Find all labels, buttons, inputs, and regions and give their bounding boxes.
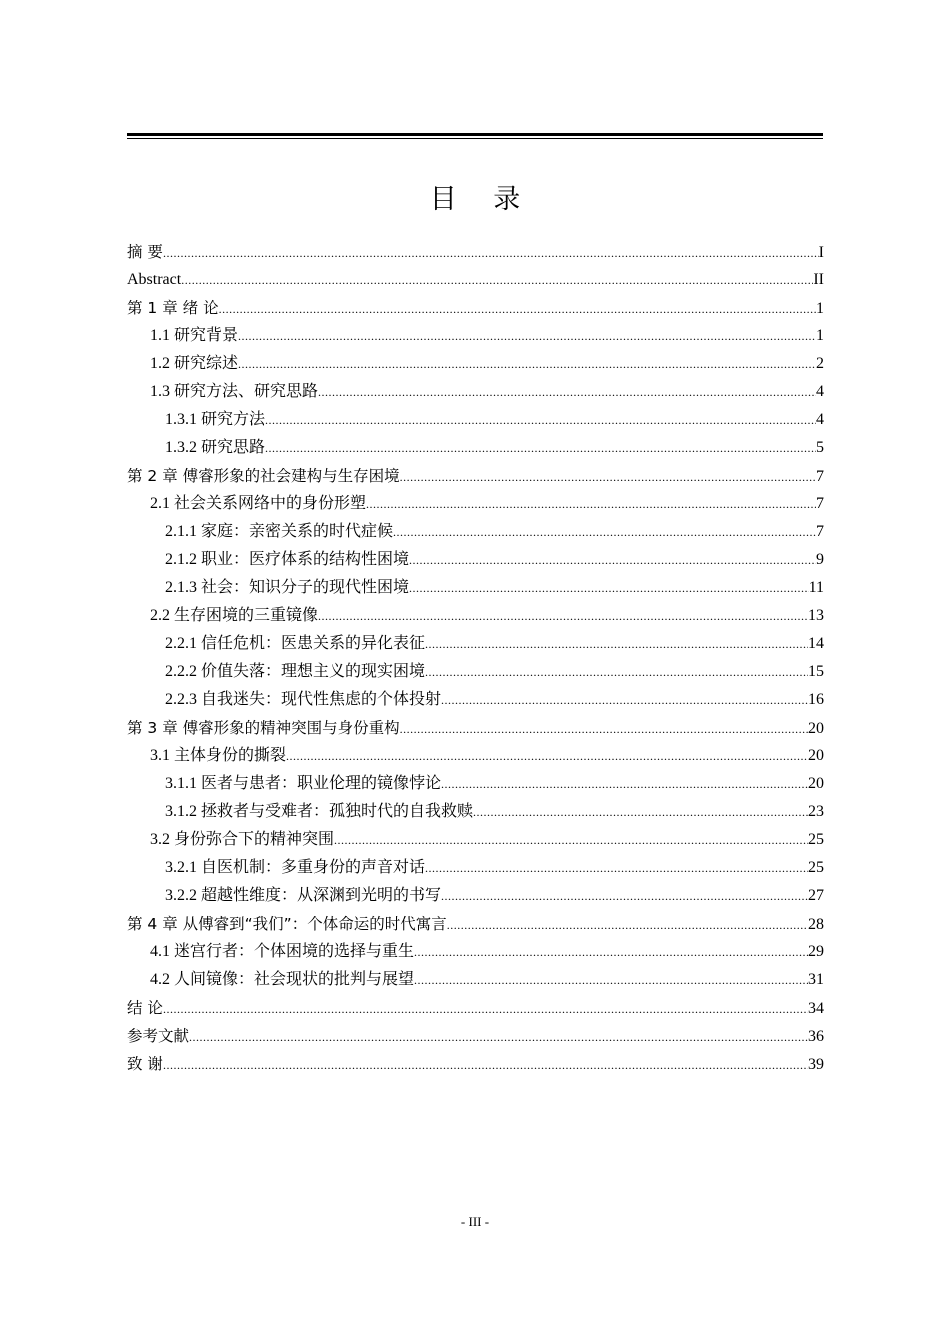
toc-entry[interactable] xyxy=(127,630,824,658)
toc-entry[interactable] xyxy=(127,322,824,350)
toc-entry-page: I xyxy=(818,244,824,261)
toc-entry[interactable] xyxy=(127,602,824,630)
toc-entry-label: 2.1.3 社会：知识分子的现代性困境 xyxy=(165,579,410,596)
toc-entry-label: 1.3.2 研究思路 xyxy=(165,439,266,456)
toc-entry-page: 29 xyxy=(808,943,824,960)
toc-entry-label: 3.2 身份弥合下的精神突围 xyxy=(150,831,335,848)
toc-entry-page: 5 xyxy=(816,439,824,456)
toc-entry-label: 2.1 社会关系网络中的身份形塑 xyxy=(150,495,367,512)
toc-dot-leader xyxy=(441,882,808,910)
toc-entry-page: 23 xyxy=(808,803,824,820)
toc-entry[interactable] xyxy=(127,266,824,294)
toc-dot-leader xyxy=(425,658,808,686)
toc-entry-label: 3.2.1 自医机制：多重身份的声音对话 xyxy=(165,859,426,876)
toc-entry[interactable] xyxy=(127,882,824,910)
toc-entry-page: 25 xyxy=(808,859,824,876)
toc-entry-label: 2.2.2 价值失落：理想主义的现实困境 xyxy=(165,663,426,680)
toc-dot-leader xyxy=(265,406,816,434)
toc-dot-leader xyxy=(286,742,808,770)
toc-dot-leader xyxy=(447,911,808,939)
toc-dot-leader xyxy=(265,434,816,462)
toc-entry-page: 39 xyxy=(808,1056,824,1073)
toc-entry-page: 28 xyxy=(808,916,824,933)
toc-entry-label: 参考文献 xyxy=(127,1027,190,1045)
toc-entry-page: 1 xyxy=(816,300,824,317)
toc-dot-leader xyxy=(473,798,808,826)
toc-entry-page: 7 xyxy=(816,523,824,540)
toc-entry-page: 20 xyxy=(808,775,824,792)
toc-entry-label: 2.2.3 自我迷失：现代性焦虑的个体投射 xyxy=(165,691,442,708)
toc-entry[interactable] xyxy=(127,1050,824,1078)
toc-entry-page: 4 xyxy=(816,383,824,400)
toc-entry-label: 摘 要 xyxy=(127,243,163,261)
toc-dot-leader xyxy=(219,295,816,323)
toc-entry[interactable] xyxy=(127,826,824,854)
toc-entry[interactable] xyxy=(127,770,824,798)
toc-entry-page: 4 xyxy=(816,411,824,428)
toc-dot-leader xyxy=(163,995,808,1023)
toc-entry-label: 3.1 主体身份的撕裂 xyxy=(150,747,287,764)
table-of-contents xyxy=(127,238,824,1078)
toc-entry-label: 结 论 xyxy=(127,999,163,1017)
toc-dot-leader xyxy=(181,266,813,294)
toc-entry[interactable] xyxy=(127,966,824,994)
toc-entry-page: 2 xyxy=(816,355,824,372)
toc-entry[interactable] xyxy=(127,462,824,490)
toc-entry-label: 4.1 迷宫行者：个体困境的选择与重生 xyxy=(150,943,415,960)
toc-entry-label: 2.1.2 职业：医疗体系的结构性困境 xyxy=(165,551,410,568)
toc-entry-label: 2.2 生存困境的三重镜像 xyxy=(150,607,319,624)
toc-entry-page: 7 xyxy=(816,468,824,485)
toc-entry[interactable] xyxy=(127,434,824,462)
toc-dot-leader xyxy=(163,239,819,267)
toc-dot-leader xyxy=(400,715,808,743)
toc-entry[interactable] xyxy=(127,994,824,1022)
toc-entry[interactable] xyxy=(127,294,824,322)
toc-entry-label: 第 2 章 傅睿形象的社会建构与生存困境 xyxy=(127,467,400,485)
toc-dot-leader xyxy=(393,518,816,546)
toc-entry-page: 13 xyxy=(808,607,824,624)
toc-entry[interactable] xyxy=(127,378,824,406)
toc-entry-label: 1.1 研究背景 xyxy=(150,327,239,344)
toc-entry-label: 致 谢 xyxy=(127,1055,163,1073)
toc-entry[interactable] xyxy=(127,1022,824,1050)
toc-entry[interactable] xyxy=(127,518,824,546)
toc-entry[interactable] xyxy=(127,546,824,574)
toc-entry-label: 1.2 研究综述 xyxy=(150,355,239,372)
toc-dot-leader xyxy=(441,770,808,798)
toc-entry[interactable] xyxy=(127,658,824,686)
toc-entry[interactable] xyxy=(127,910,824,938)
toc-entry-label: 3.2.2 超越性维度：从深渊到光明的书写 xyxy=(165,887,442,904)
toc-entry[interactable] xyxy=(127,406,824,434)
toc-entry-page: 31 xyxy=(808,971,824,988)
toc-dot-leader xyxy=(441,686,808,714)
toc-entry-page: 1 xyxy=(816,327,824,344)
page-number-footer: - III - xyxy=(460,1214,490,1229)
toc-entry-label: 2.1.1 家庭：亲密关系的时代症候 xyxy=(165,523,394,540)
toc-entry-label: 第 4 章 从傅睿到“我们”：个体命运的时代寓言 xyxy=(127,915,447,933)
header-rule-thin xyxy=(127,138,823,139)
toc-entry[interactable] xyxy=(127,350,824,378)
toc-entry-label: 3.1.1 医者与患者：职业伦理的镜像悖论 xyxy=(165,775,442,792)
toc-entry-page: 14 xyxy=(808,635,824,652)
toc-dot-leader xyxy=(409,546,816,574)
toc-dot-leader xyxy=(238,350,816,378)
toc-dot-leader xyxy=(189,1023,808,1051)
toc-dot-leader xyxy=(318,602,808,630)
toc-entry[interactable] xyxy=(127,938,824,966)
toc-entry[interactable] xyxy=(127,798,824,826)
toc-entry-page: 16 xyxy=(808,691,824,708)
toc-dot-leader xyxy=(238,322,816,350)
toc-entry-page: 27 xyxy=(808,887,824,904)
toc-dot-leader xyxy=(366,490,816,518)
toc-dot-leader xyxy=(334,826,808,854)
toc-entry[interactable] xyxy=(127,854,824,882)
toc-entry-label: Abstract xyxy=(127,271,182,288)
toc-dot-leader xyxy=(409,574,809,602)
toc-entry-page: 20 xyxy=(808,720,824,737)
toc-entry-page: 7 xyxy=(816,495,824,512)
toc-entry-page: 34 xyxy=(808,1000,824,1017)
toc-entry-page: 11 xyxy=(808,579,824,596)
toc-entry-label: 1.3 研究方法、研究思路 xyxy=(150,383,319,400)
toc-entry-page: 20 xyxy=(808,747,824,764)
toc-entry[interactable] xyxy=(127,686,824,714)
toc-dot-leader xyxy=(414,966,808,994)
toc-entry[interactable] xyxy=(127,742,824,770)
toc-dot-leader xyxy=(400,463,816,491)
toc-entry-label: 2.2.1 信任危机：医患关系的异化表征 xyxy=(165,635,426,652)
toc-entry-label: 第 1 章 绪 论 xyxy=(127,299,219,317)
toc-entry[interactable] xyxy=(127,714,824,742)
toc-entry-label: 4.2 人间镜像：社会现状的批判与展望 xyxy=(150,971,415,988)
toc-entry[interactable] xyxy=(127,490,824,518)
toc-entry-label: 1.3.1 研究方法 xyxy=(165,411,266,428)
toc-entry[interactable] xyxy=(127,574,824,602)
page-title: 目 录 xyxy=(429,184,535,215)
toc-dot-leader xyxy=(163,1051,808,1079)
toc-entry-page: 15 xyxy=(808,663,824,680)
toc-entry-page: 9 xyxy=(816,551,824,568)
header-rule-thick xyxy=(127,133,823,136)
toc-dot-leader xyxy=(414,938,808,966)
toc-entry-page: 36 xyxy=(808,1028,824,1045)
toc-entry-label: 3.1.2 拯救者与受难者：孤独时代的自我救赎 xyxy=(165,803,474,820)
toc-entry-page: II xyxy=(813,271,824,288)
toc-entry[interactable] xyxy=(127,238,824,266)
toc-entry-page: 25 xyxy=(808,831,824,848)
toc-dot-leader xyxy=(425,854,808,882)
toc-entry-label: 第 3 章 傅睿形象的精神突围与身份重构 xyxy=(127,719,400,737)
toc-dot-leader xyxy=(318,378,816,406)
toc-dot-leader xyxy=(425,630,808,658)
